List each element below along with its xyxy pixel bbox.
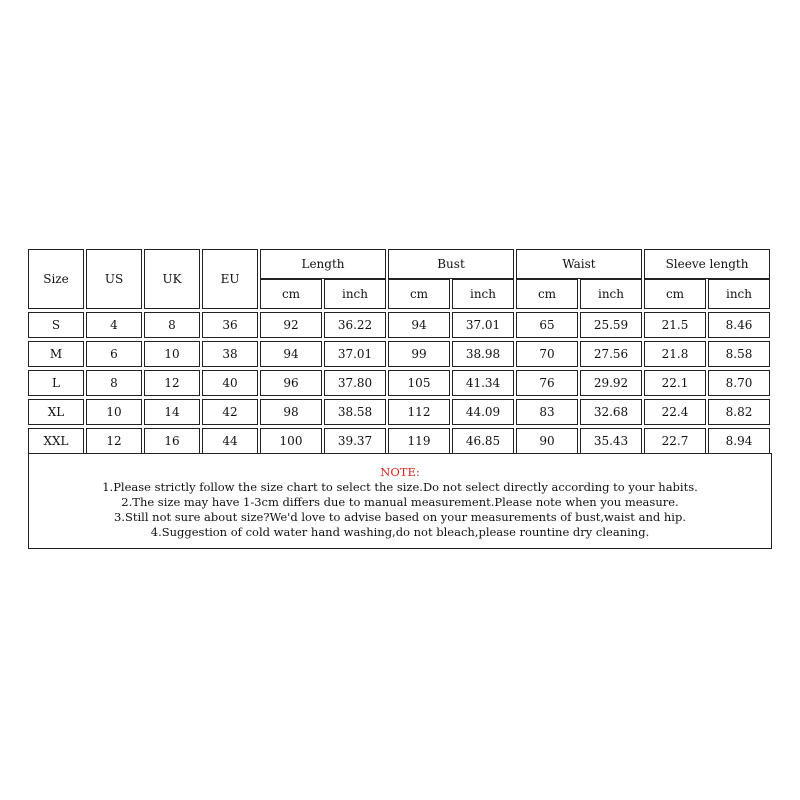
- table-cell: 41.34: [452, 370, 514, 396]
- table-cell: 4: [86, 312, 142, 338]
- table-cell: 8.94: [708, 428, 770, 454]
- table-cell: 36.22: [324, 312, 386, 338]
- size-chart: [28, 249, 772, 449]
- note-line-3: 3.Still not sure about size?We'd love to advise based on your measurements of bust,waist and hip.: [114, 510, 686, 524]
- table-cell: 10: [86, 399, 142, 425]
- table-cell: 99: [388, 341, 450, 367]
- table-cell: 39.37: [324, 428, 386, 454]
- table-cell: 32.68: [580, 399, 642, 425]
- table-cell: 27.56: [580, 341, 642, 367]
- header-eu: EU: [202, 249, 258, 309]
- note-box: [28, 453, 772, 549]
- table-cell: 35.43: [580, 428, 642, 454]
- table-cell: 119: [388, 428, 450, 454]
- table-cell: 40: [202, 370, 258, 396]
- table-cell: 44: [202, 428, 258, 454]
- header-size: Size: [28, 249, 84, 309]
- table-cell: 12: [86, 428, 142, 454]
- table-cell: 100: [260, 428, 322, 454]
- table-cell: 10: [144, 341, 200, 367]
- table-cell: 36: [202, 312, 258, 338]
- header-unit-inch: inch: [324, 279, 386, 309]
- table-cell: 92: [260, 312, 322, 338]
- header-unit-cm: cm: [516, 279, 578, 309]
- table-cell: 22.4: [644, 399, 706, 425]
- table-cell: 44.09: [452, 399, 514, 425]
- table-cell: 29.92: [580, 370, 642, 396]
- table-cell: 25.59: [580, 312, 642, 338]
- table-cell: 22.7: [644, 428, 706, 454]
- table-cell: 21.8: [644, 341, 706, 367]
- header-unit-inch: inch: [708, 279, 770, 309]
- header-unit-inch: inch: [580, 279, 642, 309]
- note-line-1: 1.Please strictly follow the size chart to select the size.Do not select directly according to your habits.: [102, 480, 698, 494]
- header-unit-cm: cm: [388, 279, 450, 309]
- table-cell: 6: [86, 341, 142, 367]
- table-cell: 12: [144, 370, 200, 396]
- table-cell: 94: [388, 312, 450, 338]
- table-cell: 22.1: [644, 370, 706, 396]
- size-table: [28, 249, 772, 449]
- header-unit-cm: cm: [260, 279, 322, 309]
- table-cell: 8: [86, 370, 142, 396]
- table-cell: 98: [260, 399, 322, 425]
- table-cell: 38.58: [324, 399, 386, 425]
- table-cell: 42: [202, 399, 258, 425]
- table-cell: 46.85: [452, 428, 514, 454]
- table-cell: 105: [388, 370, 450, 396]
- table-cell: XL: [28, 399, 84, 425]
- table-cell: 96: [260, 370, 322, 396]
- header-unit-inch: inch: [452, 279, 514, 309]
- table-cell: 112: [388, 399, 450, 425]
- table-cell: L: [28, 370, 84, 396]
- table-cell: 16: [144, 428, 200, 454]
- header-group-0: Length: [260, 249, 386, 279]
- note-title: NOTE:: [380, 465, 420, 479]
- table-cell: 8: [144, 312, 200, 338]
- table-cell: 38: [202, 341, 258, 367]
- table-cell: 14: [144, 399, 200, 425]
- table-cell: 37.80: [324, 370, 386, 396]
- table-cell: 8.46: [708, 312, 770, 338]
- table-cell: 83: [516, 399, 578, 425]
- header-group-2: Waist: [516, 249, 642, 279]
- table-cell: S: [28, 312, 84, 338]
- table-cell: 8.58: [708, 341, 770, 367]
- header-us: US: [86, 249, 142, 309]
- header-group-1: Bust: [388, 249, 514, 279]
- table-cell: 8.82: [708, 399, 770, 425]
- header-group-3: Sleeve length: [644, 249, 770, 279]
- table-cell: 38.98: [452, 341, 514, 367]
- table-cell: XXL: [28, 428, 84, 454]
- note-line-4: 4.Suggestion of cold water hand washing,do not bleach,please rountine dry cleaning.: [150, 525, 650, 539]
- table-cell: 90: [516, 428, 578, 454]
- header-unit-cm: cm: [644, 279, 706, 309]
- table-cell: M: [28, 341, 84, 367]
- header-uk: UK: [144, 249, 200, 309]
- table-cell: 76: [516, 370, 578, 396]
- table-cell: 94: [260, 341, 322, 367]
- table-cell: 70: [516, 341, 578, 367]
- table-cell: 8.70: [708, 370, 770, 396]
- table-cell: 37.01: [452, 312, 514, 338]
- table-cell: 65: [516, 312, 578, 338]
- table-cell: 37.01: [324, 341, 386, 367]
- note-line-2: 2.The size may have 1-3cm differs due to manual measurement.Please note when you measure.: [121, 495, 679, 509]
- table-cell: 21.5: [644, 312, 706, 338]
